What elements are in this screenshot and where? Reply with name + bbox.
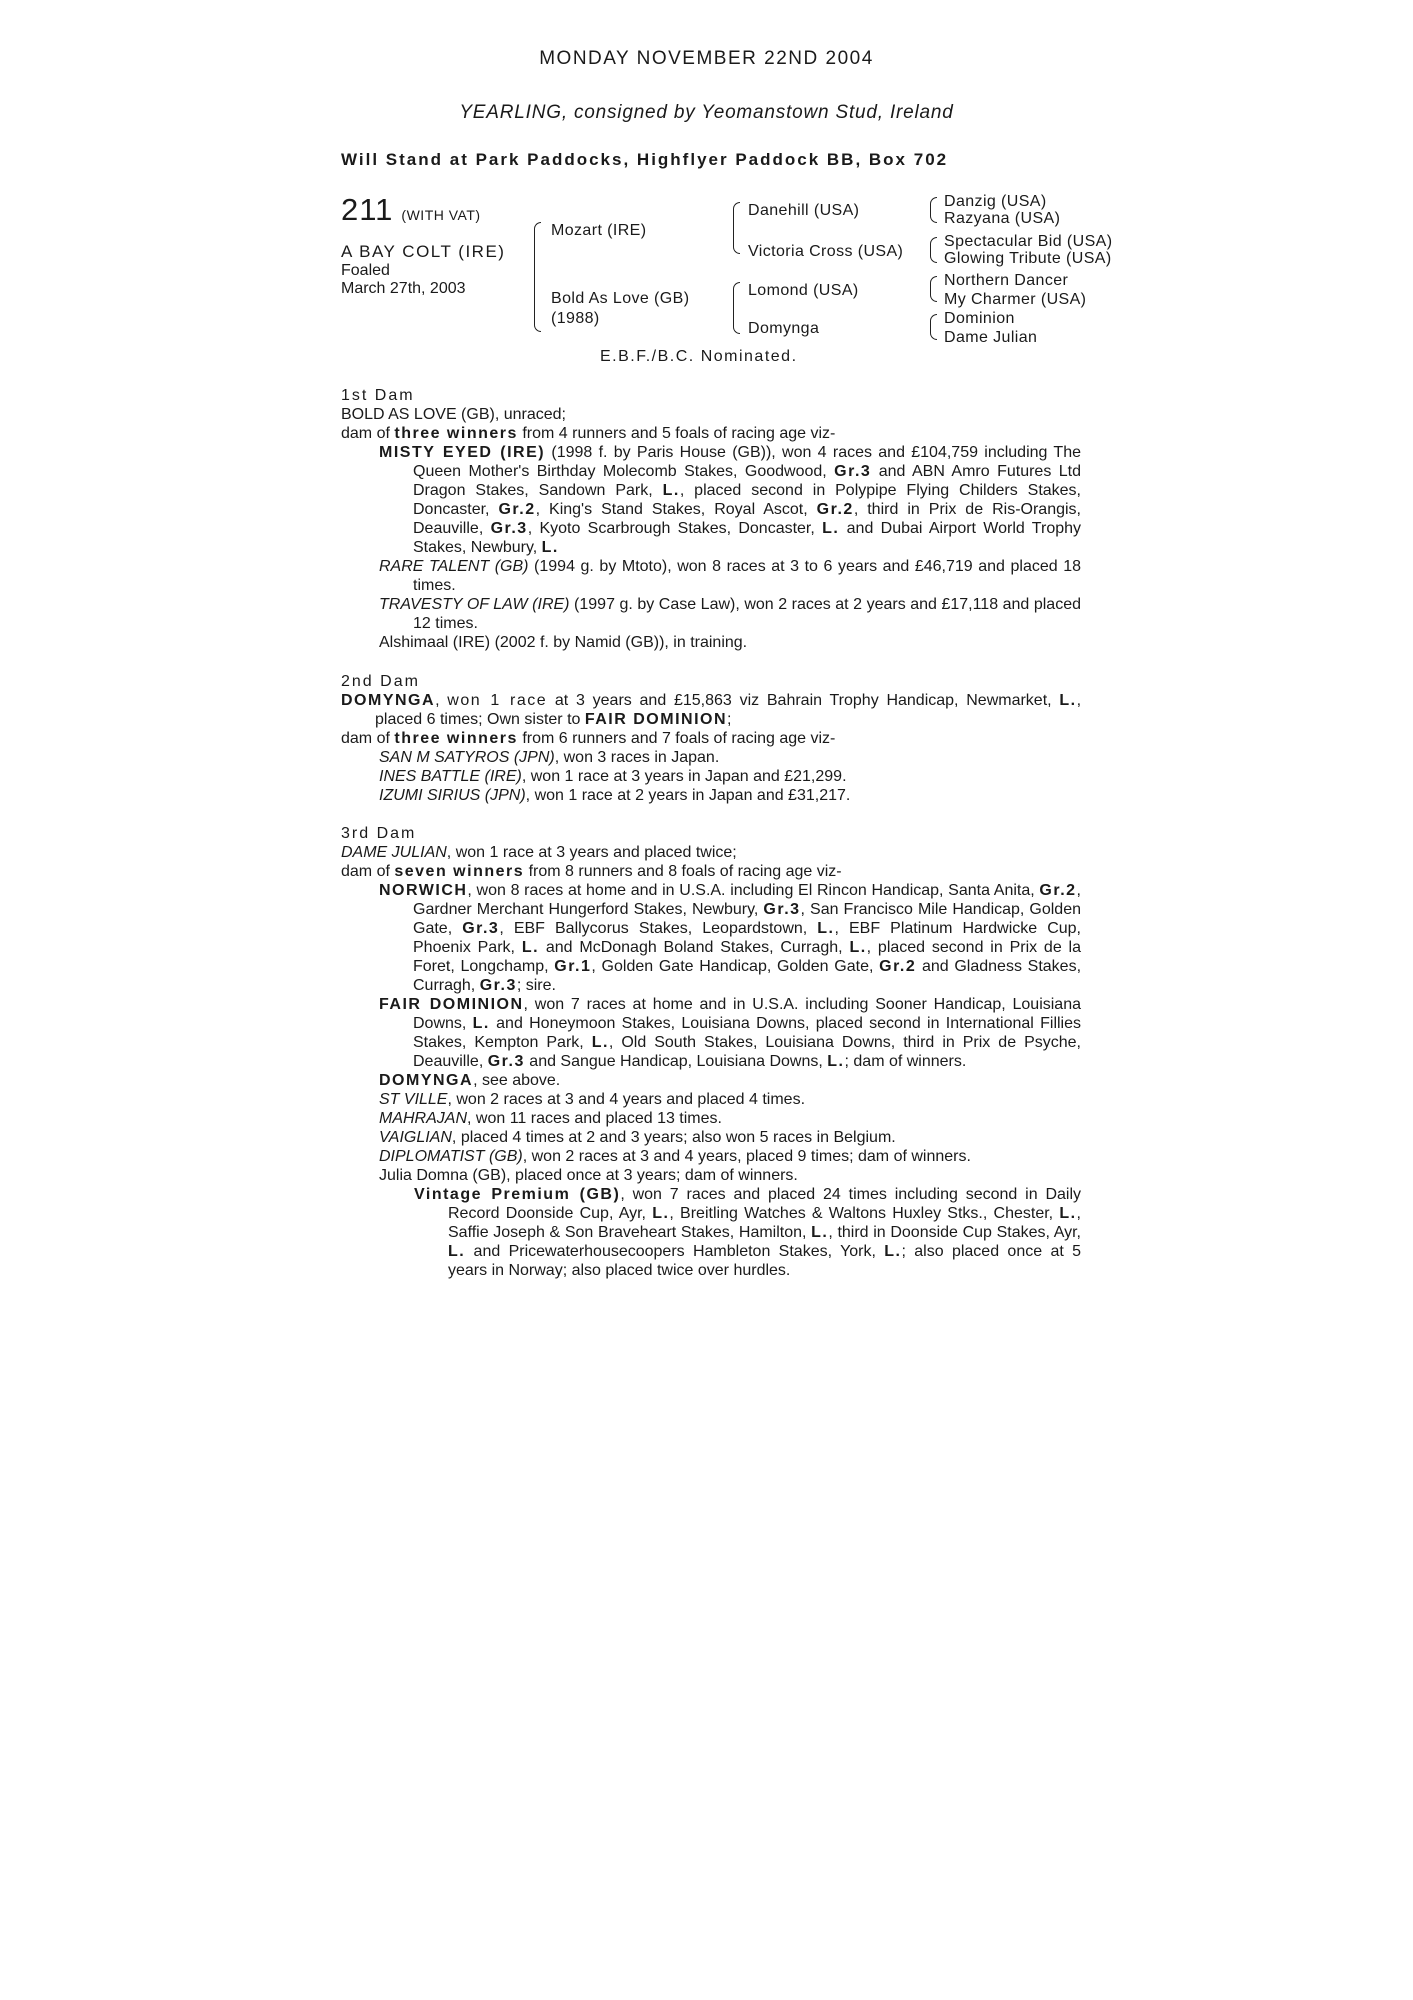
progeny-julia-domna: Julia Domna (GB), placed once at 3 years; dam of winners. — [379, 1167, 798, 1184]
pedigree-ggdam-2: Glowing Tribute (USA) — [944, 250, 1112, 267]
pedigree-dam-year: (1988) — [551, 310, 600, 327]
vat-note: (WITH VAT) — [401, 207, 481, 223]
first-dam-heading: 1st Dam — [341, 387, 415, 404]
progeny-san-m-satyros: SAN M SATYROS (JPN), won 3 races in Japan. — [379, 749, 720, 766]
lot-number-line — [341, 192, 481, 228]
progeny-fair-dominion: FAIR DOMINION, won 7 races at home and in U.S.A. including Sooner Handicap, Louisiana Downs, L. and Honeymoon Stakes, Louisiana Downs, placed second in International Fillies Stakes, Kempton Park, L., Old South Stakes, Louisiana Downs, third in Prix de Psyche, Deauville, Gr.3 and Sangue Handicap, Louisiana Downs, L.; dam of winners. — [379, 996, 1082, 1070]
second-dam-summary: dam of three winners from 6 runners and 7 foals of racing age viz- — [341, 730, 836, 747]
pedigree-brace — [733, 282, 740, 334]
foaled-date: March 27th, 2003 — [341, 280, 466, 297]
pedigree-ggdam-4: Dame Julian — [944, 329, 1038, 346]
pedigree-grandsire-2: Lomond (USA) — [748, 282, 859, 299]
pedigree-ggdam-3: My Charmer (USA) — [944, 291, 1087, 308]
first-dam-section — [341, 386, 1081, 652]
foaled-info — [341, 262, 531, 298]
progeny-rare-talent: RARE TALENT (GB) (1994 g. by Mtoto), won 8 races at 3 to 6 years and £46,719 and placed 18 times. — [379, 558, 1081, 594]
consignment-line: YEARLING, consigned by Yeomanstown Stud, Ireland — [459, 102, 954, 123]
progeny-st-ville: ST VILLE, won 2 races at 3 and 4 years and placed 4 times. — [379, 1091, 806, 1108]
second-dam-heading: 2nd Dam — [341, 673, 420, 690]
pedigree-brace — [930, 314, 937, 340]
pedigree-ggsire-1: Danzig (USA) — [944, 193, 1047, 210]
foaled-label: Foaled — [341, 262, 390, 279]
third-dam-summary: dam of seven winners from 8 runners and 8 foals of racing age viz- — [341, 863, 842, 880]
third-dam-heading: 3rd Dam — [341, 825, 417, 842]
progeny-diplomatist: DIPLOMATIST (GB), won 2 races at 3 and 4 years, placed 9 times; dam of winners. — [379, 1148, 971, 1165]
progeny-ines-battle: INES BATTLE (IRE), won 1 race at 3 years in Japan and £21,299. — [379, 768, 847, 785]
pedigree-granddam-2: Domynga — [748, 320, 820, 337]
pedigree-grandsire-1: Danehill (USA) — [748, 202, 860, 219]
second-dam-record: DOMYNGA, won 1 race at 3 years and £15,863 viz Bahrain Trophy Handicap, Newmarket, L., placed 6 times; Own sister to FAIR DOMINION; — [341, 692, 1082, 728]
horse-description: A BAY COLT (IRE) — [341, 242, 506, 261]
pedigree-ggsire-3: Northern Dancer — [944, 272, 1069, 289]
nomination-note: E.B.F./B.C. Nominated. — [600, 348, 798, 365]
sale-date: MONDAY NOVEMBER 22ND 2004 — [539, 48, 874, 69]
pedigree-dam: Bold As Love (GB) — [551, 290, 690, 307]
pedigree-ggsire-4: Dominion — [944, 310, 1015, 327]
progeny-izumi-sirius: IZUMI SIRIUS (JPN), won 1 race at 2 years in Japan and £31,217. — [379, 787, 851, 804]
lot-number: 211 — [341, 192, 394, 227]
pedigree-granddam-1: Victoria Cross (USA) — [748, 243, 904, 260]
pedigree-brace — [930, 276, 937, 302]
pedigree-brace — [733, 202, 740, 254]
progeny-vaiglian: VAIGLIAN, placed 4 times at 2 and 3 years; also won 5 races in Belgium. — [379, 1129, 896, 1146]
pedigree-sire: Mozart (IRE) — [551, 222, 647, 239]
progeny-norwich: NORWICH, won 8 races at home and in U.S.A. including El Rincon Handicap, Santa Anita, Gr.2, Gardner Merchant Hungerford Stakes, Newbury, Gr.3, San Francisco Mile Handicap, Golden Gate, Gr.3, EBF Ballycorus Stakes, Leopardstown, L., EBF Platinum Hardwicke Cup, Phoenix Park, L. and McDonagh Boland Stakes, Curragh, L., placed second in Prix de la Foret, Longchamp, Gr.1, Golden Gate Handicap, Golden Gate, Gr.2 and Gladness Stakes, Curragh, Gr.3; sire. — [379, 882, 1082, 994]
first-dam-name: BOLD AS LOVE (GB), unraced; — [341, 406, 566, 423]
grandprogeny-vintage-premium: Vintage Premium (GB), won 7 races and placed 24 times including second in Daily Record Doonside Cup, Ayr, L., Breitling Watches & Waltons Huxley Stks., Chester, L., Saffie Joseph & Son Braveheart Stakes, Hamilton, L., third in Doonside Cup Stakes, Ayr, L. and Pricewaterhousecoopers Hambleton Stakes, York, L.; also placed once at 5 years in Norway; also placed twice over hurdles. — [414, 1186, 1082, 1279]
progeny-domynga: DOMYNGA, see above. — [379, 1072, 561, 1089]
third-dam-section — [341, 824, 1081, 1280]
progeny-travesty-of-law: TRAVESTY OF LAW (IRE) (1997 g. by Case Law), won 2 races at 2 years and £17,118 and placed 12 times. — [379, 596, 1082, 632]
pedigree-brace — [534, 222, 541, 332]
progeny-misty-eyed: MISTY EYED (IRE) (1998 f. by Paris House (GB)), won 4 races and £104,759 including The Queen Mother's Birthday Molecomb Stakes, Goodwood, Gr.3 and ABN Amro Futures Ltd Dragon Stakes, Sandown Park, L., placed second in Polypipe Flying Childers Stakes, Doncaster, Gr.2, King's Stand Stakes, Royal Ascot, Gr.2, third in Prix de Ris-Orangis, Deauville, Gr.3, Kyoto Scarbrough Stakes, Doncaster, L. and Dubai Airport World Trophy Stakes, Newbury, L. — [379, 444, 1082, 556]
second-dam-section — [341, 672, 1081, 805]
stand-location: Will Stand at Park Paddocks, Highflyer Paddock BB, Box 702 — [341, 150, 949, 169]
first-dam-summary: dam of three winners from 4 runners and 5 foals of racing age viz- — [341, 425, 836, 442]
progeny-alshimaal: Alshimaal (IRE) (2002 f. by Namid (GB)), in training. — [379, 634, 748, 651]
pedigree-brace — [930, 237, 937, 263]
third-dam-record: DAME JULIAN, won 1 race at 3 years and placed twice; — [341, 844, 737, 861]
progeny-mahrajan: MAHRAJAN, won 11 races and placed 13 times. — [379, 1110, 722, 1127]
pedigree-brace — [930, 197, 937, 223]
pedigree-ggdam-1: Razyana (USA) — [944, 210, 1061, 227]
pedigree-ggsire-2: Spectacular Bid (USA) — [944, 233, 1113, 250]
